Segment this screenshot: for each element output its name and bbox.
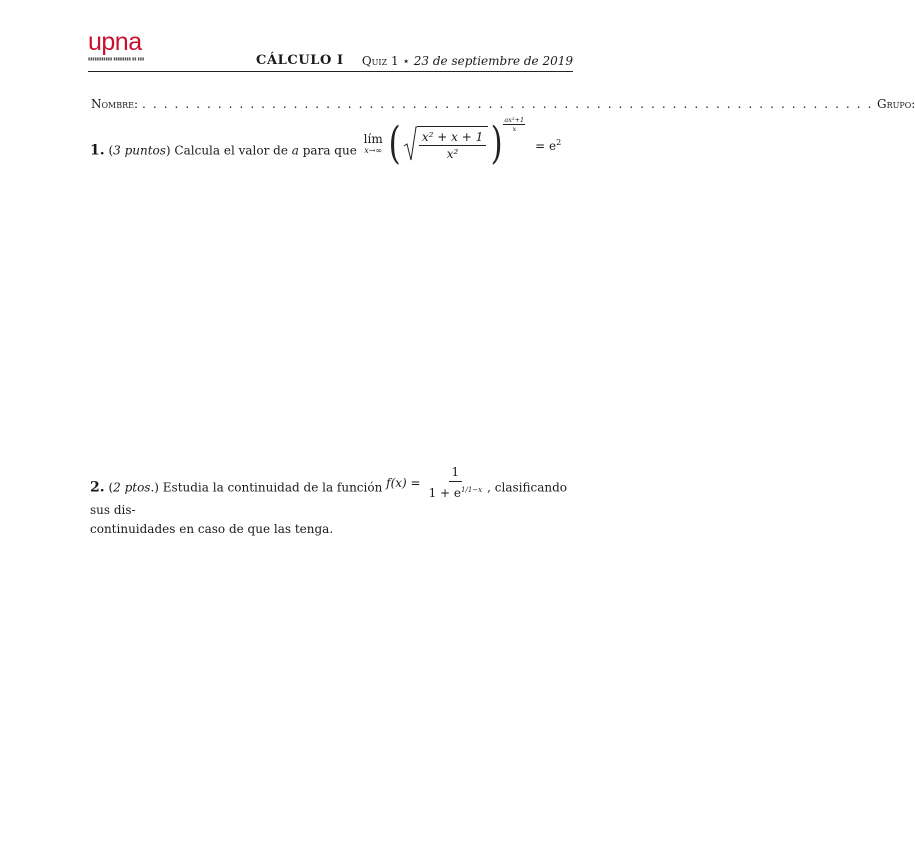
quiz-label: Quiz 1 <box>361 54 399 68</box>
left-paren: ( <box>388 118 401 169</box>
function-denominator: $1 + e^{1/1-x}$ <box>428 486 483 500</box>
question-points: 3 puntos <box>113 143 166 158</box>
group-label: Grupo: <box>877 97 915 111</box>
inner-fraction <box>419 130 486 161</box>
radical-sign-icon <box>403 126 417 162</box>
right-paren: ) <box>490 118 503 169</box>
lim-word: lím <box>363 132 383 146</box>
quiz-date-header <box>362 54 573 68</box>
function-lhs: f(x) = <box>386 475 421 490</box>
question-number: 1. <box>90 142 105 159</box>
function-expression <box>386 465 487 501</box>
question-text-3: continuidades en caso de que las tenga. <box>90 522 334 536</box>
upna-logo <box>88 30 158 70</box>
header-rule <box>88 71 573 72</box>
rhs-expression: = $e^2$ <box>535 137 562 153</box>
rhs-value: = e <box>535 138 557 153</box>
variable-a: a <box>291 143 299 158</box>
logo-wordmark: upna <box>88 28 142 56</box>
name-group-line <box>91 97 915 111</box>
exponent-numerator: ax²+1 <box>504 116 525 124</box>
star-separator: ⋆ <box>402 54 410 68</box>
question-text: Estudia la continuidad de la función <box>162 480 383 495</box>
square-root <box>403 126 488 162</box>
limit-operator <box>364 133 383 155</box>
inner-denominator: x² <box>446 147 459 161</box>
quiz-date: 23 de septiembre de 2019 <box>413 54 573 68</box>
limit-expression <box>361 116 562 169</box>
function-numerator: 1 <box>449 465 463 482</box>
inner-numerator: x² + x + 1 <box>419 130 486 146</box>
function-fraction <box>426 465 486 501</box>
course-title: CÁLCULO I <box>256 53 344 68</box>
logo-subtext: ▮▮▮▮▮▮▮▮▮▮▮ ▮▮▮▮▮▮▮▮ ▮▮ ▮▮▮ <box>88 56 145 61</box>
question-number: 2. <box>90 479 105 496</box>
name-label: Nombre: <box>91 97 139 111</box>
question-text: Calcula el valor de <box>174 143 288 158</box>
lim-subscript: x→∞ <box>364 146 383 155</box>
question-2: 2. (2 ptos.) Estudia la continuidad de la función f(x) = $\frac{1}{1 + e^{1/1-x}}$ , clasificando sus dis- continuidades en caso de que las tenga. <box>90 465 567 536</box>
exponent-fraction <box>503 116 525 133</box>
name-fill-dots[interactable]: . . . . . . . . . . . . . . . . . . . . . . . . . . . . . . . . . . . . . . . . . . . . . . . . . . . . . . . . . . . . . . . . . . . . <box>142 97 873 111</box>
question-points: 2 ptos. <box>113 480 155 495</box>
exponent-denominator: x <box>512 125 517 133</box>
question-1: 1. (3 puntos) Calcula el valor de a para que lím x→∞ ( $\frac{\text{x² + x + 1}}{\text{x²}}$ ) $\frac{\text{ax²+1}}{x}$ = $e^2$ <box>90 116 562 169</box>
question-text-2: para que <box>302 143 357 158</box>
question-text-2: , clasificando sus dis- <box>90 480 567 517</box>
